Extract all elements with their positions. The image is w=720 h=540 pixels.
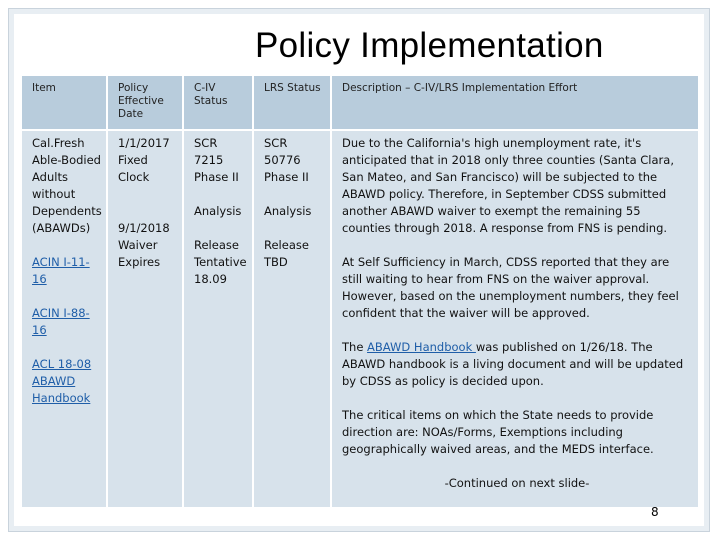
link-acl-18-08-abawd-handbook[interactable]: ACL 18-08 ABAWD Handbook	[32, 357, 92, 405]
table-header-row	[22, 76, 698, 130]
item-name: Cal.Fresh Able-Bodied Adults without Dependents (ABAWDs)	[32, 136, 102, 235]
continued-note: -Continued on next slide-	[444, 476, 590, 490]
description-paragraph-4: The critical items on which the State needs to provide direction are: NOAs/Forms, Exemptions including geographically waived areas, and the MEDS interface.	[342, 408, 654, 456]
table-row	[22, 130, 698, 507]
lrs-analysis: Analysis	[264, 204, 312, 218]
description-paragraph-1: Due to the California's high unemployment rate, it's anticipated that in 2018 only three counties (Santa Clara, San Mateo, and San Francisco) will be subjected to the ABAWD policy. Therefore, in September CDSS submitted another ABAWD waiver to exempt the remaining 55 counties through 2018. A response from FNS is pending.	[342, 136, 674, 235]
description-paragraph-2: At Self Sufficiency in March, CDSS reported that they are still waiting to hear from FNS on the waiver approval. However, based on the unemployment numbers, they feel confident that the waiver will be approved.	[342, 255, 679, 320]
lrs-scr: SCR 50776 Phase II	[264, 136, 309, 184]
date-waiver-expires: 9/1/2018 Waiver Expires	[118, 221, 170, 269]
description-paragraph-3	[342, 339, 692, 390]
link-abawd-handbook[interactable]: ABAWD Handbook	[367, 340, 476, 354]
civ-scr: SCR 7215 Phase II	[194, 136, 239, 184]
p3-text-before: The	[342, 340, 368, 354]
cell-lrs-status	[253, 130, 331, 507]
date-fixed-clock: 1/1/2017 Fixed Clock	[118, 136, 170, 184]
link-acin-i-88-16[interactable]: ACIN I-88-16	[32, 306, 90, 337]
policy-table	[22, 76, 698, 507]
civ-analysis: Analysis	[194, 204, 242, 218]
cell-policy-dates	[107, 130, 183, 507]
header-description: Description – C-IV/LRS Implementation Effort	[331, 76, 698, 130]
cell-description	[331, 130, 698, 507]
page-number: 8	[651, 505, 659, 519]
cell-item	[22, 130, 107, 507]
civ-release: Release Tentative 18.09	[194, 238, 247, 286]
link-acin-i-11-16[interactable]: ACIN I-11-16	[32, 255, 90, 286]
header-item: Item	[22, 76, 107, 130]
p3-text-after: was published on 1/26/18. The ABAWD handbook is a living document and will be updated by CDSS as policy is decided upon.	[342, 340, 684, 388]
header-policy-effective-date: Policy Effective Date	[107, 76, 183, 130]
lrs-release: Release TBD	[264, 238, 309, 269]
header-civ-status: C-IV Status	[183, 76, 253, 130]
page-title: Policy Implementation	[255, 26, 604, 65]
header-lrs-status: LRS Status	[253, 76, 331, 130]
cell-civ-status	[183, 130, 253, 507]
